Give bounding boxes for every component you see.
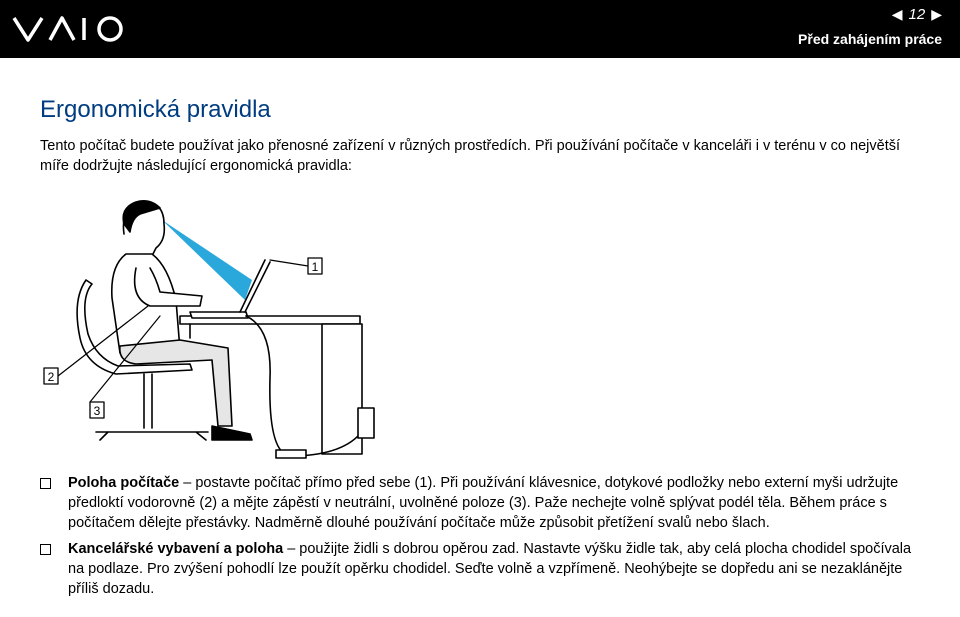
callout-3: 3 <box>93 404 101 418</box>
bullet-term: Kancelářské vybavení a poloha <box>68 541 284 557</box>
callout-2: 2 <box>47 370 55 384</box>
page-number: 12 <box>908 6 926 23</box>
intro-paragraph: Tento počítač budete používat jako přenosné zařízení v různých prostředích. Při používání počítače v kanceláři i v terénu v co největší míře dodržujte následující ergonomická pravidla: <box>40 138 900 174</box>
page-navigation <box>798 6 942 47</box>
checkbox-bullet-icon <box>40 544 51 555</box>
page-title: Ergonomická pravidla <box>40 96 271 123</box>
bullet-text: – postavte počítač přímo před sebe (1). Při používání klávesnice, dotykové podložky nebo externí myši udržujte předloktí vodorovně (2) a mějte zápěstí v neutrální, uvolněné poloze (3). Paže nechejte volně splývat podél těla. Během práce s počítačem dělejte přestávky. Nadměrně dlouhé používání počítače může způsobit přetížení svalů nebo šlach. <box>68 475 899 531</box>
bullet-text: – použijte židli s dobrou opěrou zad. Nastavte výšku židle tak, aby celá plocha chodidel spočívala na podlaze. Pro zvýšení pohodlí lze použít opěrku chodidel. Seďte volně a vzpřímeně. Neohýbejte se dopředu ani se nezaklánějte příliš dozadu. <box>68 541 912 597</box>
arrow-prev-icon[interactable]: ◀ <box>891 6 903 22</box>
checkbox-bullet-icon <box>40 478 51 489</box>
list-item <box>40 539 925 599</box>
list-item <box>40 473 925 533</box>
ergonomics-list <box>40 473 925 605</box>
header-bar <box>0 0 960 58</box>
arrow-next-icon[interactable]: ▶ <box>931 6 942 22</box>
vaio-logo[interactable] <box>10 8 130 53</box>
ergonomics-illustration <box>40 188 400 478</box>
callout-1: 1 <box>311 260 319 274</box>
bullet-term: Poloha počítače <box>68 475 180 491</box>
section-title[interactable]: Před zahájením práce <box>798 31 942 47</box>
